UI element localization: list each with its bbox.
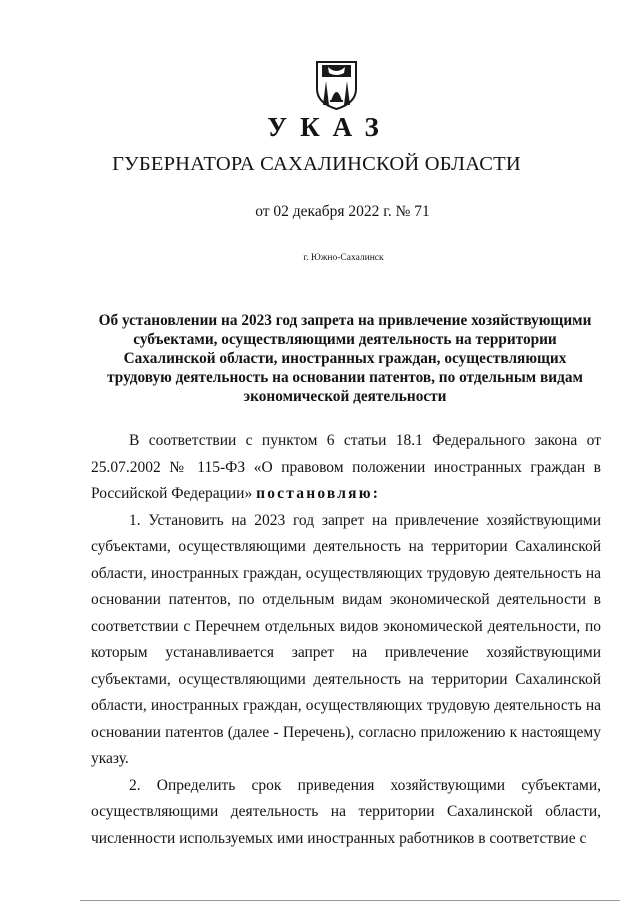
document-title: УКАЗ: [267, 112, 392, 142]
heading-line: экономической деятельности: [243, 388, 447, 405]
clause-2: 2. Определить срок приведения хозяйствующими субъектами, осуществляющими деятельность на территории Сахалинской области, численности используемых ими иностранных работников в соответствие с: [91, 776, 601, 847]
scan-edge-line: [80, 900, 620, 901]
decree-body: [91, 428, 601, 852]
heading-line: Сахалинской области, иностранных граждан, осуществляющих: [123, 350, 567, 367]
heading-line: трудовую деятельность на основании патентов, по отдельным видам: [107, 369, 583, 386]
decree-heading: [90, 311, 600, 406]
decree-word: постановляю:: [256, 485, 381, 502]
document-date-number: от 02 декабря 2022 г. № 71: [255, 203, 430, 220]
clause-1: 1. Установить на 2023 год запрет на привлечение хозяйствующими субъектами, осуществляющими деятельность на территории Сахалинской области, иностранных граждан, осуществляющих трудовую деятельность на основании патентов, по отдельным видам экономической деятельности в соответствии с Перечнем отдельных видов экономической деятельности, по которым устанавливается запрет на привлечение хозяйствующими субъектами, осуществляющими деятельность на территории Сахалинской области, иностранных граждан, осуществляющих трудовую деятельность на основании патентов (далее - Перечень), согласно приложению к настоящему указу.: [91, 511, 601, 767]
heading-line: Об установлении на 2023 год запрета на привлечение хозяйствующими: [98, 312, 592, 329]
coat-of-arms-icon: [314, 59, 359, 110]
preamble-paragraph: [91, 428, 601, 508]
document-city: г. Южно-Сахалинск: [303, 253, 384, 263]
document-issuer: ГУБЕРНАТОРА САХАЛИНСКОЙ ОБЛАСТИ: [112, 153, 521, 175]
preamble-text: В соответствии с пунктом 6 статьи 18.1 Федерального закона от 25.07.2002 № 115-ФЗ «О правовом положении иностранных граждан в Российской Федерации»: [91, 432, 601, 502]
heading-line: субъектами, осуществляющими деятельность на территории: [133, 331, 557, 348]
